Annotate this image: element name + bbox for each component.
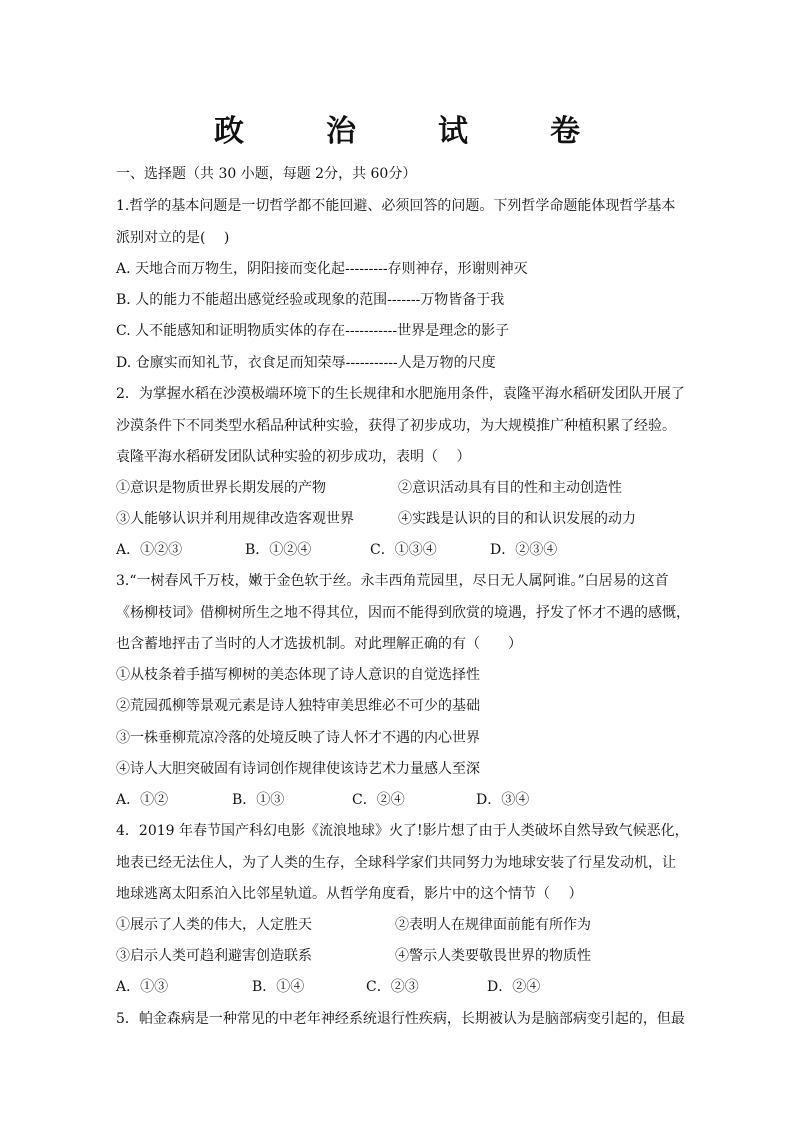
- q4-statement-3: ③启示人类可趋利避害创造联系: [116, 948, 312, 964]
- q2-statement-2: ②意识活动具有目的性和主动创造性: [398, 480, 622, 496]
- q2-stem-line2: 沙漠条件下不同类型水稻品种试种实验，获得了初步成功，为大规模推广种植积累了经验。: [116, 418, 676, 434]
- q1-stem-line1: 1.哲学的基本问题是一切哲学都不能回避、必须回答的问题。下列哲学命题能体现哲学基本: [116, 198, 676, 214]
- q4-choice-c: C．②③: [366, 979, 419, 995]
- q2-choice-c: C．①③④: [370, 542, 437, 558]
- q4-choice-b: B．①④: [252, 979, 305, 995]
- q4-stem-line1: 4．2019 年春节国产科幻电影《流浪地球》火了!影片想了由于人类破坏自然导致气候恶化，: [116, 823, 689, 839]
- q5-stem-line1: 5．帕金森病是一种常见的中老年神经系统退行性疾病，长期被认为是脑部病变引起的，但最: [116, 1011, 685, 1027]
- q3-stem-line3: 也含蓄地抨击了当时的人才选拔机制。对此理解正确的有（ ）: [116, 636, 522, 652]
- q3-statement-1: ①从枝条着手描写柳树的美态体现了诗人意识的自觉选择性: [116, 667, 480, 683]
- q1-stem-line2: 派别对立的是( ): [116, 230, 230, 246]
- page-title: 政 治 试 卷: [214, 114, 606, 149]
- q2-statement-1: ①意识是物质世界长期发展的产物: [116, 480, 326, 496]
- q3-choice-d: D．③④: [476, 792, 530, 808]
- q2-choice-b: B．①②④: [245, 542, 312, 558]
- q3-statement-3: ③一株垂柳荒凉冷落的处境反映了诗人怀才不遇的内心世界: [116, 730, 480, 746]
- section-heading: 一、选择题（共 30 小题，每题 2分，共 60分）: [116, 166, 417, 182]
- q3-stem-line1: 3.“一树春风千万枝，嫩于金色软于丝。永丰西角荒园里，尽日无人属阿谁。”白居易的这首: [116, 573, 669, 589]
- q4-stem-line3: 地球逃离太阳系泊入比邻星轨道。从哲学角度看，影片中的这个情节（ ）: [116, 886, 583, 902]
- q2-stem-line1: 2．为掌握水稻在沙漠极端环境下的生长规律和水肥施用条件，袁隆平海水稻研发团队开展了: [116, 386, 685, 402]
- q4-choice-d: D．②④: [487, 979, 541, 995]
- q1-option-d: D. 仓廪实而知礼节，衣食足而知荣辱-----------人是万物的尺度: [116, 355, 496, 371]
- q2-stem-line3: 袁隆平海水稻研发团队试种实验的初步成功，表明（ ）: [116, 449, 471, 465]
- q2-statement-4: ④实践是认识的目的和认识发展的动力: [398, 511, 636, 527]
- q3-statement-2: ②荒园孤柳等景观元素是诗人独特审美思维必不可少的基础: [116, 698, 480, 714]
- q3-choice-b: B．①③: [232, 792, 285, 808]
- q4-statement-4: ④警示人类要敬畏世界的物质性: [395, 948, 591, 964]
- q1-option-b: B. 人的能力不能超出感觉经验或现象的范围-------万物皆备于我: [116, 292, 505, 308]
- q2-statement-3: ③人能够认识并利用规律改造客观世界: [116, 511, 354, 527]
- q4-statement-1: ①展示了人类的伟大，人定胜天: [116, 917, 312, 933]
- q2-choice-a: A．①②③: [116, 542, 183, 558]
- q4-statement-2: ②表明人在规律面前能有所作为: [395, 917, 591, 933]
- q1-option-a: A. 天地合而万物生，阴阳接而变化起---------存则神存，形谢则神灭: [116, 261, 528, 277]
- q3-choice-a: A．①②: [116, 792, 169, 808]
- q1-option-c: C. 人不能感知和证明物质实体的存在-----------世界是理念的影子: [116, 323, 510, 339]
- q3-choice-c: C．②④: [352, 792, 405, 808]
- q4-stem-line2: 地表已经无法住人，为了人类的生存，全球科学家们共同努力为地球安装了行星发动机，让: [116, 855, 676, 871]
- q4-choice-a: A．①③: [116, 979, 169, 995]
- q3-stem-line2: 《杨柳枝词》借柳树所生之地不得其位，因而不能得到欣赏的境遇，抒发了怀才不遇的感慨，: [116, 605, 690, 621]
- q3-statement-4: ④诗人大胆突破固有诗词创作规律使该诗艺术力量感人至深: [116, 761, 480, 777]
- q2-choice-d: D．②③④: [490, 542, 558, 558]
